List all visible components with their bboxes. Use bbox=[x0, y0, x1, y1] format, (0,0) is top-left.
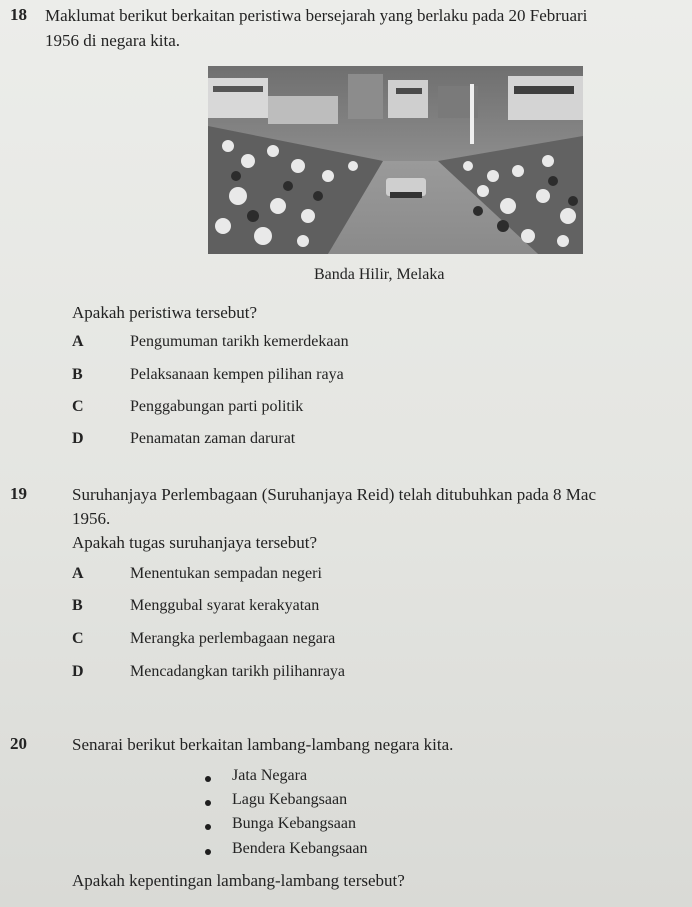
question-18-text-line1: Maklumat berikut berkaitan peristiwa bersejarah yang berlaku pada 20 Februari bbox=[45, 6, 588, 25]
option-letter: C bbox=[72, 398, 84, 415]
bullet-icon bbox=[205, 824, 211, 830]
crowd-photo-illustration bbox=[208, 66, 583, 254]
question-18-number: 18 bbox=[10, 5, 27, 24]
bullet-item: Lagu Kebangsaan bbox=[232, 791, 348, 808]
option-text: Menggubal syarat kerakyatan bbox=[130, 597, 320, 614]
option-text: Pelaksanaan kempen pilihan raya bbox=[130, 366, 344, 383]
question-19-text-line1: Suruhanjaya Perlembagaan (Suruhanjaya Reid) telah ditubuhkan pada 8 Mac bbox=[72, 485, 596, 504]
bullet-item: Bunga Kebangsaan bbox=[232, 815, 356, 832]
question-18-text-line2: 1956 di negara kita. bbox=[45, 31, 181, 50]
option-text: Mencadangkan tarikh pilihanraya bbox=[130, 663, 346, 680]
bullet-icon bbox=[205, 776, 211, 782]
question-19-number: 19 bbox=[10, 484, 27, 503]
question-20-text: Senarai berikut berkaitan lambang-lambang negara kita. bbox=[72, 735, 454, 754]
option-text: Penggabungan parti politik bbox=[130, 398, 304, 415]
photo-caption: Banda Hilir, Melaka bbox=[314, 266, 445, 283]
question-18-prompt: Apakah peristiwa tersebut? bbox=[72, 303, 258, 322]
option-letter: A bbox=[72, 565, 84, 582]
question-19-text-line2: 1956. bbox=[72, 509, 111, 528]
bullet-icon bbox=[205, 800, 211, 806]
bullet-item: Jata Negara bbox=[232, 767, 308, 784]
option-text: Menentukan sempadan negeri bbox=[130, 565, 322, 582]
bullet-item: Bendera Kebangsaan bbox=[232, 840, 368, 857]
question-20-number: 20 bbox=[10, 734, 27, 753]
option-letter: B bbox=[72, 366, 83, 383]
bullet-icon bbox=[205, 849, 211, 855]
option-letter: A bbox=[72, 333, 84, 350]
option-text: Pengumuman tarikh kemerdekaan bbox=[130, 333, 349, 350]
option-letter: D bbox=[72, 663, 84, 680]
option-letter: C bbox=[72, 630, 84, 647]
option-letter: B bbox=[72, 597, 83, 614]
option-text: Penamatan zaman darurat bbox=[130, 430, 296, 447]
option-letter: D bbox=[72, 430, 84, 447]
question-20-prompt: Apakah kepentingan lambang-lambang tersebut? bbox=[72, 871, 405, 890]
question-19-prompt: Apakah tugas suruhanjaya tersebut? bbox=[72, 533, 317, 552]
option-text: Merangka perlembagaan negara bbox=[130, 630, 336, 647]
historical-photo bbox=[208, 66, 583, 254]
